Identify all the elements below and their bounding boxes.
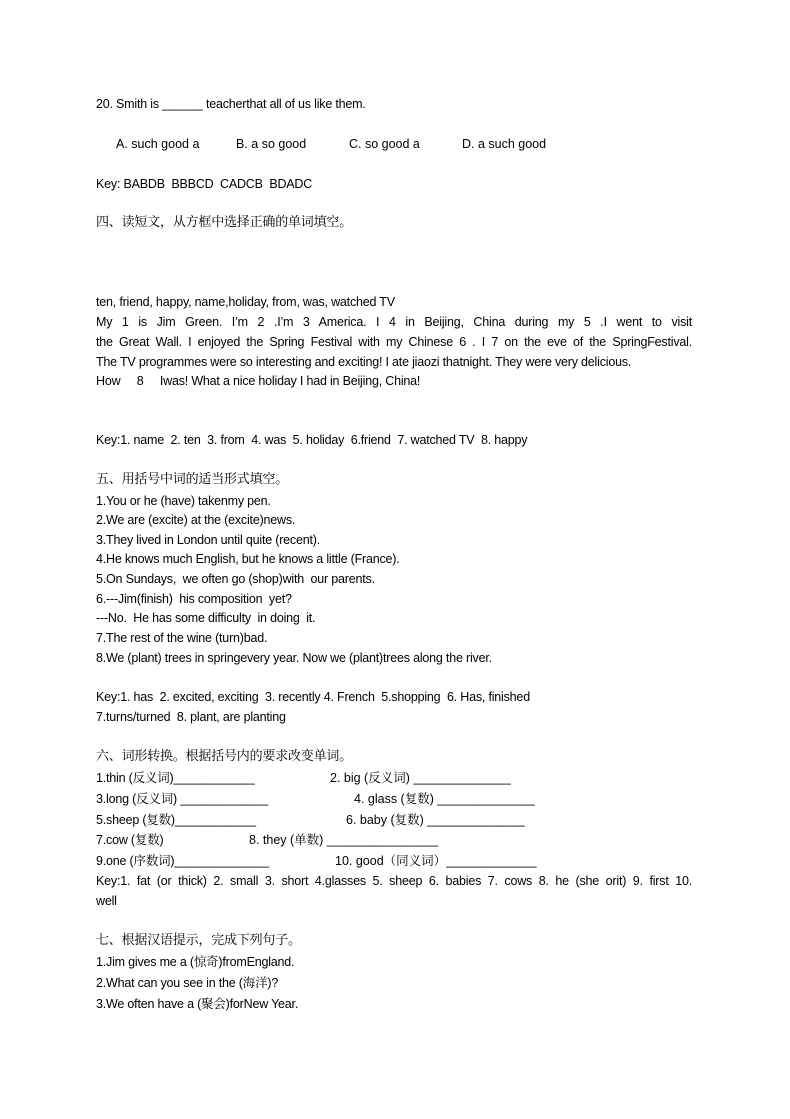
passage-line: The TV programmes were so interesting and exciting! I ate jiaozi thatnight. They were very delicious. [96, 355, 632, 369]
list-item: 8. they (单数) ________________ [249, 833, 439, 847]
list-item: 1.Jim gives me a (惊奇)fromEngland. [96, 955, 295, 969]
list-item: 6. baby (复数) ______________ [346, 813, 525, 827]
list-item: 2.What can you see in the (海洋)? [96, 976, 279, 990]
list-item: 8.We (plant) trees in springevery year. Now we (plant)trees along the river. [96, 651, 492, 665]
list-item: 6.---Jim(finish) his composition yet? [96, 592, 292, 606]
option-a: A. such good a [116, 137, 200, 151]
list-item: 1.You or he (have) takenmy pen. [96, 494, 271, 508]
option-b: B. a so good [236, 137, 307, 151]
list-item: 4.He knows much English, but he knows a little (France). [96, 552, 400, 566]
word-box: ten, friend, happy, name,holiday, from, was, watched TV [96, 295, 395, 309]
list-item: 3.They lived in London until quite (recent). [96, 533, 320, 547]
section-5-heading: 五、用括号中词的适当形式填空。 [96, 472, 289, 487]
answer-key-6: well [96, 894, 117, 908]
section-7-heading: 七、根据汉语提示，完成下列句子。 [96, 933, 301, 948]
list-item: 4. glass (复数) ______________ [354, 792, 535, 806]
passage-line: My 1 is Jim Green. I’m 2 .I’m 3 America. I 4 in Beijing, China during my 5 .I went to visit [96, 315, 692, 329]
answer-key-6: Key:1. fat (or thick) 2. small 3. short 4.glasses 5. sheep 6. babies 7. cows 8. he (she orit) 9. first 10. [96, 874, 692, 888]
list-item: 7.The rest of the wine (turn)bad. [96, 631, 268, 645]
list-item: 3.We often have a (聚会)forNew Year. [96, 997, 299, 1011]
passage-line: the Great Wall. I enjoyed the Spring Festival with my Chinese 6 . I 7 on the eve of the SpringFestival. [96, 335, 692, 349]
list-item: 2.We are (excite) at the (excite)news. [96, 513, 296, 527]
list-item: 5.sheep (复数)____________ [96, 813, 256, 827]
list-item: 7.cow (复数) [96, 833, 164, 847]
answer-key-5: Key:1. has 2. excited, exciting 3. recently 4. French 5.shopping 6. Has, finished [96, 690, 530, 704]
answer-key-1: Key: BABDB BBBCD CADCB BDADC [96, 177, 313, 191]
list-item: 9.one (序数词)______________ [96, 854, 269, 868]
list-item: 1.thin (反义词)____________ [96, 771, 255, 785]
list-item: 3.long (反义词) _____________ [96, 792, 269, 806]
answer-key-4: Key:1. name 2. ten 3. from 4. was 5. holiday 6.friend 7. watched TV 8. happy [96, 433, 528, 447]
option-d: D. a such good [462, 137, 547, 151]
list-item: 5.On Sundays, we often go (shop)with our parents. [96, 572, 375, 586]
list-item: ---No. He has some difficulty in doing it. [96, 611, 316, 625]
passage-line: How 8 Iwas! What a nice holiday I had in Beijing, China! [96, 374, 421, 388]
option-c: C. so good a [349, 137, 420, 151]
list-item: 10. good（同义词）_____________ [335, 854, 537, 868]
section-4-heading: 四、读短文，从方框中选择正确的单词填空。 [96, 215, 353, 230]
section-6-heading: 六、词形转换。根据括号内的要求改变单词。 [96, 749, 353, 764]
answer-key-5: 7.turns/turned 8. plant, are planting [96, 710, 286, 724]
question-20: 20. Smith is ______ teacherthat all of us like them. [96, 97, 366, 111]
list-item: 2. big (反义词) ______________ [330, 771, 511, 785]
